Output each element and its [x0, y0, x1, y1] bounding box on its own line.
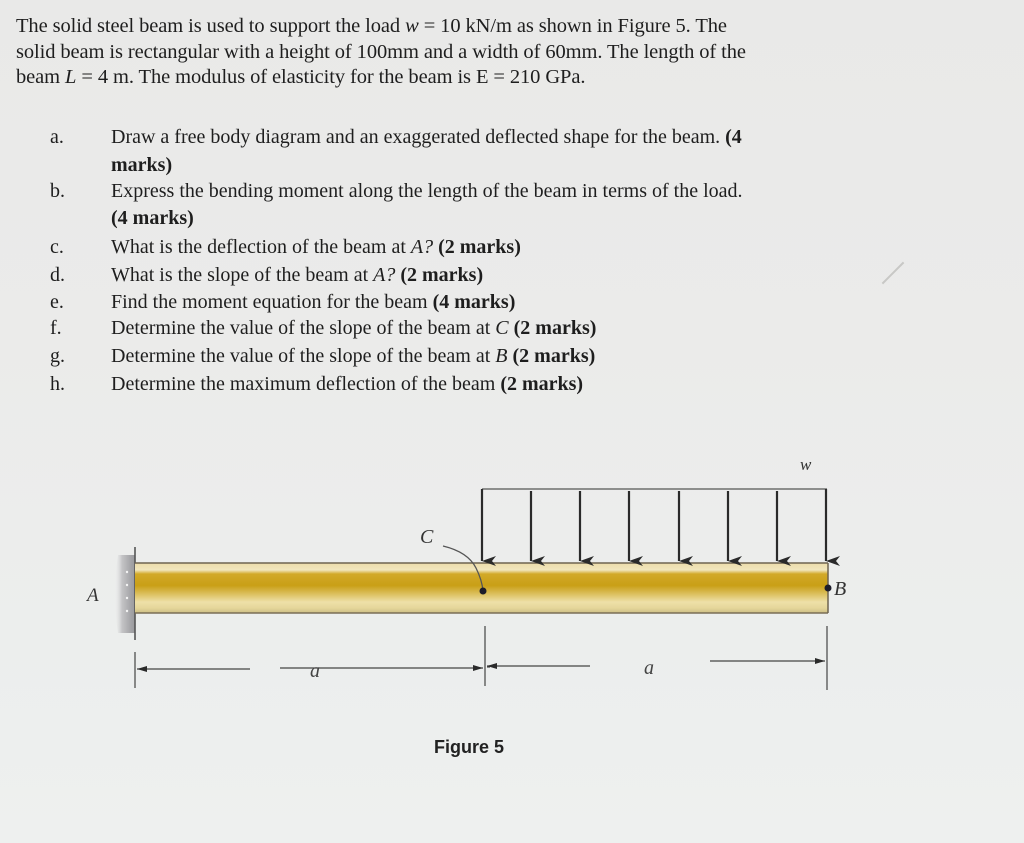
- point-b-dot: [825, 585, 832, 592]
- dimension-a-left: a: [310, 660, 320, 682]
- load-symbol: w: [405, 15, 419, 37]
- dimension-a-right: a: [644, 657, 654, 679]
- distributed-load: [482, 455, 827, 561]
- load-label: w: [800, 455, 812, 474]
- figure-caption: Figure 5: [434, 737, 505, 757]
- point-a-label: A: [87, 585, 99, 606]
- dimension-lines: [135, 626, 827, 690]
- point-c-dot: [480, 588, 487, 595]
- length-symbol: L: [65, 66, 77, 88]
- intro-line-3: beam L = 4 m. The modulus of elasticity for the beam is E = 210 GPa.: [16, 66, 586, 88]
- fixed-support-wall: [115, 547, 135, 640]
- load-arrows: [482, 489, 826, 561]
- point-c-label: C: [420, 526, 434, 548]
- point-b-label: B: [834, 578, 847, 600]
- intro-line-2: solid beam is rectangular with a height of 100mm and a width of 60mm. The length of the: [16, 40, 746, 63]
- intro-line-1: The solid steel beam is used to support the load w = 10 kN/m as shown in Figure 5. The: [16, 15, 727, 37]
